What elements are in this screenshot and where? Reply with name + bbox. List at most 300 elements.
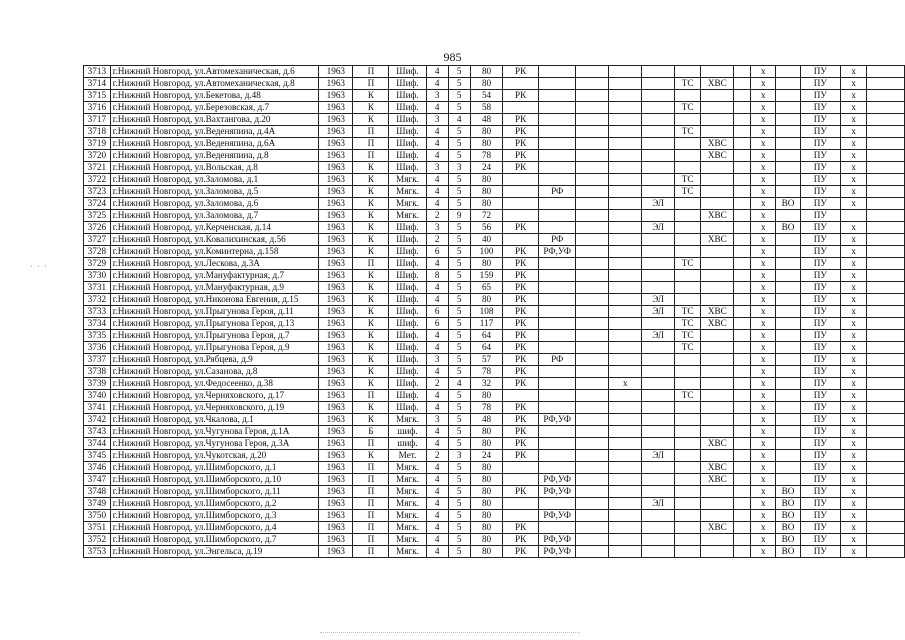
address-cell: г.Нижний Новгород, ул.Чкалова, д.1 (110, 414, 319, 426)
table-cell: х (751, 174, 776, 186)
table-row (84, 114, 905, 126)
table-cell: 1963 (319, 246, 353, 258)
table-cell: х (751, 486, 776, 498)
table-cell-empty (867, 294, 905, 306)
table-cell: Шиф. (389, 258, 426, 270)
table-cell: 4 (426, 66, 448, 78)
table-row (84, 486, 905, 498)
table-cell: х (840, 78, 867, 90)
table-cell: 1963 (319, 330, 353, 342)
table-cell-empty (867, 270, 905, 282)
table-cell: К (353, 198, 389, 210)
table-cell: 4 (426, 402, 448, 414)
table-cell-empty (867, 498, 905, 510)
table-cell (609, 90, 642, 102)
table-cell: Шиф. (389, 102, 426, 114)
address-cell: г.Нижний Новгород, ул.Березовская, д.7 (110, 102, 319, 114)
table-cell (776, 102, 800, 114)
table-cell: х (840, 306, 867, 318)
table-cell (642, 522, 675, 534)
table-cell (538, 66, 576, 78)
table-cell (674, 522, 700, 534)
table-cell: Мягк. (389, 198, 426, 210)
table-cell-empty (867, 522, 905, 534)
table-cell: 5 (448, 522, 470, 534)
table-cell: х (840, 282, 867, 294)
table-cell (609, 390, 642, 402)
table-cell: 5 (448, 354, 470, 366)
table-cell: РК (503, 258, 538, 270)
table-cell (734, 258, 751, 270)
table-cell (642, 150, 675, 162)
table-cell: 4 (426, 510, 448, 522)
table-cell (734, 510, 751, 522)
table-row (84, 282, 905, 294)
table-cell: Б (353, 426, 389, 438)
table-cell (642, 234, 675, 246)
table-cell: х (840, 402, 867, 414)
table-cell (609, 462, 642, 474)
table-cell: х (751, 270, 776, 282)
table-cell: К (353, 378, 389, 390)
table-cell (776, 366, 800, 378)
table-cell: 1963 (319, 462, 353, 474)
table-cell (776, 438, 800, 450)
table-cell: 3 (426, 114, 448, 126)
table-cell (776, 234, 800, 246)
table-cell (701, 486, 734, 498)
table-cell (576, 90, 609, 102)
table-cell: П (353, 462, 389, 474)
table-cell: П (353, 510, 389, 522)
table-cell (609, 402, 642, 414)
table-cell-empty (867, 474, 905, 486)
table-cell: РК (503, 330, 538, 342)
table-cell-empty (867, 450, 905, 462)
table-cell-empty (867, 114, 905, 126)
address-cell: г.Нижний Новгород, ул.Мануфактурная, д.9 (110, 282, 319, 294)
table-cell (576, 270, 609, 282)
table-cell (776, 126, 800, 138)
table-cell: ТС (674, 126, 700, 138)
table-cell (642, 390, 675, 402)
table-cell (642, 270, 675, 282)
table-cell (674, 162, 700, 174)
table-cell: Мягк. (389, 174, 426, 186)
table-cell: РК (503, 318, 538, 330)
table-cell (609, 174, 642, 186)
table-cell: 5 (448, 150, 470, 162)
table-cell-empty (867, 162, 905, 174)
table-cell: х (840, 378, 867, 390)
table-cell: Шиф. (389, 66, 426, 78)
table-cell: Шиф. (389, 114, 426, 126)
table-cell: 1963 (319, 486, 353, 498)
table-row (84, 546, 905, 558)
row-number-cell: 3743 (84, 426, 111, 438)
table-cell: х (751, 354, 776, 366)
table-cell: РК (503, 402, 538, 414)
address-cell: г.Нижний Новгород, ул.Заломова, д.1 (110, 174, 319, 186)
table-cell-empty (867, 198, 905, 210)
table-cell (734, 294, 751, 306)
row-number-cell: 3742 (84, 414, 111, 426)
table-cell: 5 (448, 306, 470, 318)
table-cell: 1963 (319, 414, 353, 426)
table-cell: Шиф. (389, 354, 426, 366)
table-cell (734, 306, 751, 318)
table-cell (734, 114, 751, 126)
row-number-cell: 3739 (84, 378, 111, 390)
table-cell: 4 (426, 342, 448, 354)
table-cell (734, 234, 751, 246)
table-cell: 8 (426, 270, 448, 282)
table-cell-empty (867, 438, 905, 450)
table-cell: ПУ (800, 414, 840, 426)
table-cell (734, 162, 751, 174)
table-cell: РК (503, 90, 538, 102)
table-cell: 54 (470, 90, 503, 102)
table-cell: Шиф. (389, 246, 426, 258)
table-cell: х (751, 462, 776, 474)
housing-registry-table (83, 65, 905, 558)
table-cell-empty (867, 354, 905, 366)
table-cell-empty (867, 510, 905, 522)
address-cell: г.Нижний Новгород, ул.Энгельса, д.19 (110, 546, 319, 558)
row-number-cell: 3740 (84, 390, 111, 402)
table-cell: 1963 (319, 174, 353, 186)
row-number-cell: 3725 (84, 210, 111, 222)
table-cell (701, 258, 734, 270)
address-cell: г.Нижний Новгород, ул.Чукотская, д.20 (110, 450, 319, 462)
table-cell: 5 (448, 66, 470, 78)
table-cell: ПУ (800, 150, 840, 162)
table-cell (642, 366, 675, 378)
table-cell (609, 66, 642, 78)
table-cell: 1963 (319, 534, 353, 546)
table-cell (538, 426, 576, 438)
table-cell (642, 138, 675, 150)
table-cell: 4 (426, 534, 448, 546)
table-cell: х (751, 90, 776, 102)
table-cell: Мягк. (389, 474, 426, 486)
table-cell: х (840, 498, 867, 510)
table-cell (776, 426, 800, 438)
table-cell (576, 462, 609, 474)
table-cell: К (353, 174, 389, 186)
table-row (84, 390, 905, 402)
table-cell (609, 234, 642, 246)
table-cell (576, 174, 609, 186)
table-cell (503, 210, 538, 222)
table-cell: х (840, 546, 867, 558)
row-number-cell: 3717 (84, 114, 111, 126)
table-cell: х (751, 258, 776, 270)
table-cell-empty (867, 366, 905, 378)
table-cell-empty (867, 222, 905, 234)
row-number-cell: 3718 (84, 126, 111, 138)
table-cell: х (751, 222, 776, 234)
table-cell: 5 (448, 234, 470, 246)
table-cell: 80 (470, 66, 503, 78)
table-cell: 4 (426, 522, 448, 534)
table-cell: РК (503, 450, 538, 462)
table-cell: Шиф. (389, 234, 426, 246)
table-cell (576, 210, 609, 222)
table-cell (776, 402, 800, 414)
table-row (84, 342, 905, 354)
table-row (84, 102, 905, 114)
table-cell: х (751, 162, 776, 174)
table-cell (776, 246, 800, 258)
address-cell: г.Нижний Новгород, ул.Чугунова Героя, д.1А (110, 426, 319, 438)
table-cell: х (840, 354, 867, 366)
table-cell: ПУ (800, 438, 840, 450)
address-cell: г.Нижний Новгород, ул.Веденяпина, д.4А (110, 126, 319, 138)
table-cell: 4 (426, 366, 448, 378)
table-cell (776, 342, 800, 354)
table-cell: х (751, 294, 776, 306)
table-cell: 48 (470, 414, 503, 426)
table-cell: х (751, 318, 776, 330)
table-cell-empty (867, 390, 905, 402)
table-cell-empty (867, 102, 905, 114)
table-cell: 1963 (319, 402, 353, 414)
table-cell-empty (867, 342, 905, 354)
table-cell (576, 486, 609, 498)
table-cell: Шиф. (389, 294, 426, 306)
table-cell: К (353, 186, 389, 198)
table-row (84, 66, 905, 78)
table-cell: 32 (470, 378, 503, 390)
table-cell (776, 450, 800, 462)
table-cell (576, 294, 609, 306)
table-cell: К (353, 282, 389, 294)
table-cell (776, 66, 800, 78)
table-cell (576, 102, 609, 114)
table-cell (674, 366, 700, 378)
table-cell (734, 138, 751, 150)
table-row (84, 474, 905, 486)
table-cell: ЭЛ (642, 294, 675, 306)
table-cell (642, 318, 675, 330)
table-row (84, 450, 905, 462)
table-cell: 1963 (319, 198, 353, 210)
table-cell: х (751, 402, 776, 414)
table-cell: К (353, 330, 389, 342)
table-cell: 1963 (319, 186, 353, 198)
table-row (84, 378, 905, 390)
row-number-cell: 3738 (84, 366, 111, 378)
table-cell: 65 (470, 282, 503, 294)
table-cell: К (353, 414, 389, 426)
table-cell (674, 234, 700, 246)
table-cell: 159 (470, 270, 503, 282)
table-cell: РК (503, 342, 538, 354)
table-cell (538, 462, 576, 474)
table-cell: 80 (470, 390, 503, 402)
table-cell: 1963 (319, 498, 353, 510)
table-cell: ПУ (800, 462, 840, 474)
table-cell: ХВС (701, 78, 734, 90)
table-cell: х (751, 234, 776, 246)
address-cell: г.Нижний Новгород, ул.Прыгунова Героя, д.11 (110, 306, 319, 318)
table-cell: х (840, 474, 867, 486)
table-cell: ПУ (800, 186, 840, 198)
table-cell (538, 198, 576, 210)
row-number-cell: 3737 (84, 354, 111, 366)
table-cell (674, 510, 700, 522)
table-cell: Шиф. (389, 330, 426, 342)
table-cell: РК (503, 66, 538, 78)
table-cell (734, 522, 751, 534)
table-cell: 80 (470, 426, 503, 438)
table-cell: К (353, 246, 389, 258)
table-cell: 4 (426, 186, 448, 198)
table-cell: х (751, 150, 776, 162)
table-cell (609, 522, 642, 534)
table-cell (538, 402, 576, 414)
table-cell: х (840, 138, 867, 150)
table-cell (538, 450, 576, 462)
table-cell (609, 102, 642, 114)
table-cell: 2 (426, 234, 448, 246)
table-cell: 80 (470, 174, 503, 186)
table-cell (734, 66, 751, 78)
table-cell: 5 (448, 546, 470, 558)
table-cell: ВО (776, 486, 800, 498)
table-cell: ПУ (800, 402, 840, 414)
table-cell: х (840, 486, 867, 498)
table-cell (701, 294, 734, 306)
table-cell: ТС (674, 174, 700, 186)
table-cell: П (353, 534, 389, 546)
table-cell: х (840, 114, 867, 126)
row-number-cell: 3722 (84, 174, 111, 186)
table-row (84, 462, 905, 474)
row-number-cell: 3733 (84, 306, 111, 318)
table-cell (576, 414, 609, 426)
table-cell: 5 (448, 462, 470, 474)
address-cell: г.Нижний Новгород, ул.Заломова, д.7 (110, 210, 319, 222)
table-cell (734, 318, 751, 330)
table-cell: 5 (448, 414, 470, 426)
table-cell (734, 450, 751, 462)
table-cell: ЭЛ (642, 198, 675, 210)
table-cell (576, 126, 609, 138)
table-cell: 108 (470, 306, 503, 318)
table-cell: х (751, 426, 776, 438)
table-cell (576, 354, 609, 366)
table-cell: 78 (470, 402, 503, 414)
table-cell: 6 (426, 306, 448, 318)
table-cell (674, 378, 700, 390)
table-cell: 5 (448, 510, 470, 522)
table-cell: 1963 (319, 138, 353, 150)
table-cell: РК (503, 306, 538, 318)
row-number-cell: 3726 (84, 222, 111, 234)
table-cell (609, 414, 642, 426)
table-cell: 80 (470, 294, 503, 306)
table-cell (642, 426, 675, 438)
table-cell (538, 174, 576, 186)
table-cell: К (353, 306, 389, 318)
row-number-cell: 3719 (84, 138, 111, 150)
table-cell: РК (503, 534, 538, 546)
table-cell (576, 510, 609, 522)
table-cell: ПУ (800, 366, 840, 378)
table-cell (642, 90, 675, 102)
table-cell: 3 (426, 222, 448, 234)
table-cell: х (751, 534, 776, 546)
table-cell: П (353, 150, 389, 162)
address-cell: г.Нижний Новгород, ул.Прыгунова Героя, д.13 (110, 318, 319, 330)
table-row (84, 174, 905, 186)
table-cell: х (751, 522, 776, 534)
address-cell: г.Нижний Новгород, ул.Чугунова Героя, д.3А (110, 438, 319, 450)
address-cell: г.Нижний Новгород, ул.Керченская, д.14 (110, 222, 319, 234)
table-cell: х (840, 246, 867, 258)
table-cell (642, 114, 675, 126)
table-cell (701, 270, 734, 282)
address-cell: г.Нижний Новгород, ул.Автомеханическая, д.8 (110, 78, 319, 90)
table-cell: 1963 (319, 210, 353, 222)
table-cell: х (751, 210, 776, 222)
row-number-cell: 3745 (84, 450, 111, 462)
table-cell: 5 (448, 126, 470, 138)
address-cell: г.Нижний Новгород, ул.Бекетова, д.48 (110, 90, 319, 102)
table-cell: Шиф. (389, 306, 426, 318)
table-cell (538, 138, 576, 150)
table-cell: 5 (448, 366, 470, 378)
row-number-cell: 3732 (84, 294, 111, 306)
table-cell (609, 498, 642, 510)
row-number-cell: 3715 (84, 90, 111, 102)
table-cell: ХВС (701, 234, 734, 246)
table-cell: ЭЛ (642, 330, 675, 342)
table-cell: ПУ (800, 282, 840, 294)
table-cell (734, 150, 751, 162)
table-cell: ЭЛ (642, 306, 675, 318)
table-cell: х (751, 246, 776, 258)
table-cell: х (751, 78, 776, 90)
table-row (84, 318, 905, 330)
table-cell: 1963 (319, 546, 353, 558)
table-cell (674, 426, 700, 438)
table-cell: К (353, 90, 389, 102)
row-number-cell: 3735 (84, 330, 111, 342)
address-cell: г.Нижний Новгород, ул.Рябцева, д.9 (110, 354, 319, 366)
table-cell: 5 (448, 498, 470, 510)
table-cell: 5 (448, 78, 470, 90)
address-cell: г.Нижний Новгород, ул.Никонова Евгения, д.15 (110, 294, 319, 306)
table-cell (538, 282, 576, 294)
table-cell (576, 198, 609, 210)
table-cell: ТС (674, 258, 700, 270)
table-cell-empty (867, 282, 905, 294)
table-cell (701, 366, 734, 378)
table-cell (734, 486, 751, 498)
table-cell (734, 378, 751, 390)
table-cell: 4 (426, 438, 448, 450)
row-number-cell: 3751 (84, 522, 111, 534)
table-cell (674, 282, 700, 294)
table-cell: 4 (426, 426, 448, 438)
table-cell (538, 294, 576, 306)
table-cell: ПУ (800, 522, 840, 534)
address-cell: г.Нижний Новгород, ул.Шимборского, д.10 (110, 474, 319, 486)
table-cell (576, 366, 609, 378)
